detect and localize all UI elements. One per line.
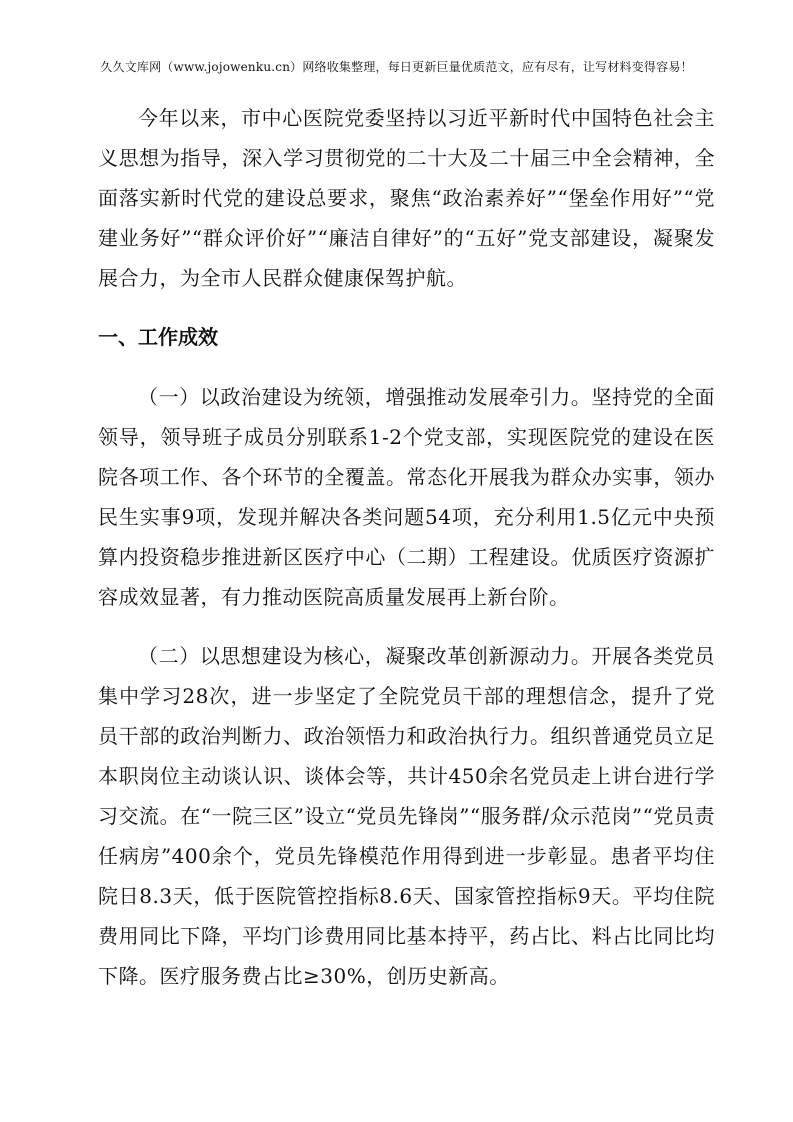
paragraph-political-construction: （一）以政治建设为统领，增强推动发展牵引力。坚持党的全面领导，领导班子成员分别联系1-2个党支部，实现医院党的建设在医院各项工作、各个环节的全覆盖。常态化开展我为群众办实事，领办民生实事9项，发现并解决各类问题54项，充分利用1.5亿元中央预算内投资稳步推进新区医疗中心（二期）工程建设。优质医疗资源扩容成效显著，有力推动医院高质量发展再上新台阶。 <box>98 385 715 609</box>
section-heading-work-results: 一、工作成效 <box>98 325 218 349</box>
paragraph-ideological-construction: （二）以思想建设为核心，凝聚改革创新源动力。开展各类党员集中学习28次，进一步坚定了全院党员干部的理想信念，提升了党员干部的政治判断力、政治领悟力和政治执行力。组织普通党员立足本职岗位主动谈认识、谈体会等，共计450余名党员走上讲台进行学习交流。在“一院三区”设立“党员先锋岗”“服务群/众示范岗”“党员责任病房”400余个，党员先锋模范作用得到进一步彰显。患者平均住院日8.3天，低于医院管控指标8.6天、国家管控指标9天。平均住院费用同比下降，平均门诊费用同比基本持平，药占比、料占比同比均下降。医疗服务费占比≥30%，创历史新高。 <box>98 644 715 988</box>
document-body <box>98 98 715 996</box>
intro-paragraph: 今年以来，市中心医院党委坚持以习近平新时代中国特色社会主义思想为指导，深入学习贯彻党的二十大及二十届三中全会精神，全面落实新时代党的建设总要求，聚焦“政治素养好”“堡垒作用好”“党建业务好”“群众评价好”“廉洁自律好”的“五好”党支部建设，凝聚发展合力，为全市人民群众健康保驾护航。 <box>98 106 715 290</box>
header-watermark-note: 久久文库网（www.jojowenku.cn）网络收集整理，每日更新巨量优质范文，应有尽有，让写材料变得容易！ <box>100 60 693 74</box>
